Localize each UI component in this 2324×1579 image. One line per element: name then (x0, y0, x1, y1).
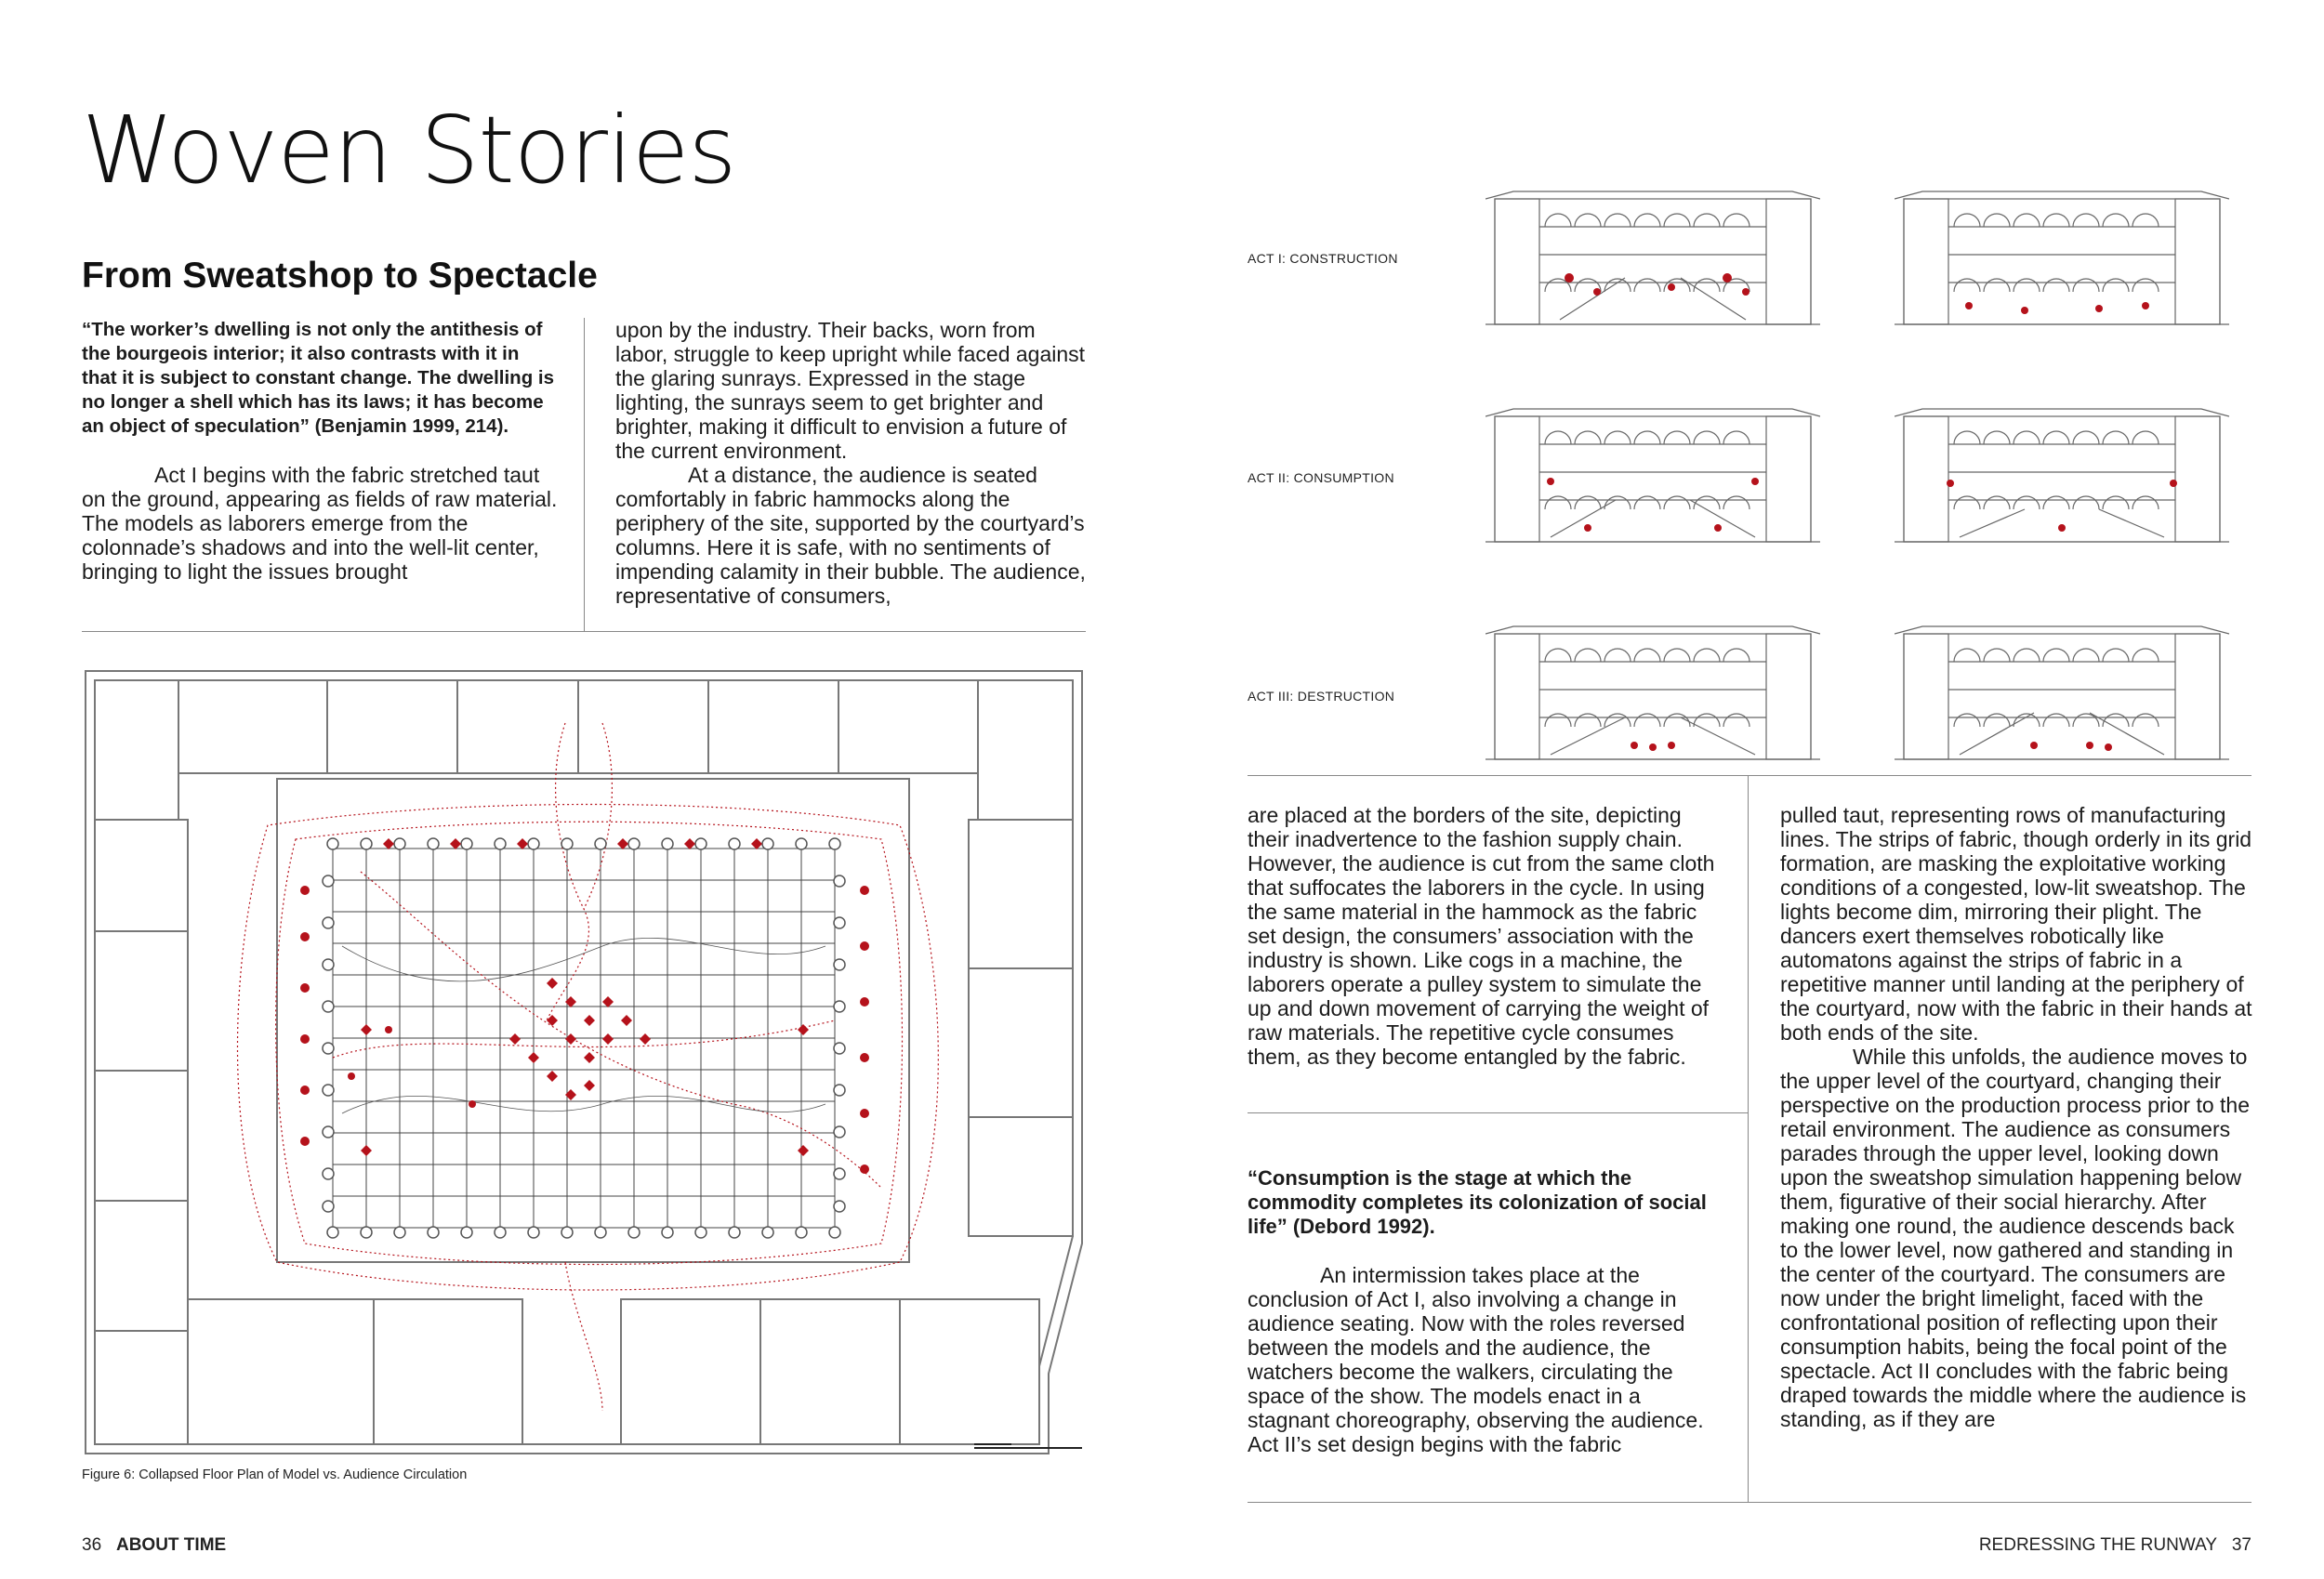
act-1-elevation-right (1895, 190, 2229, 338)
paragraph: At a distance, the audience is seated comfortably in fabric hammocks along the periphery of the site, supported by the courtyard’s columns. Here it is safe, with no sentiments of impending calamity in their bubble. The audience, representative of consumers, (615, 463, 1086, 608)
epigraph-benjamin: “The worker’s dwelling is not only the antithesis of the bourgeois interior; it also contrasts with it in that it is subject to constant change. The dwelling is no longer a shell which has its laws; it has become an object of speculation” (Benjamin 1999, 214). (82, 319, 555, 437)
left-column-1 (82, 318, 558, 584)
act-3-elevation-left (1486, 625, 1820, 773)
running-head: ABOUT TIME (115, 1535, 227, 1555)
epigraph-debord: “Consumption is the stage at which the commodity completes its colonization of social life” (Debord 1992). (1248, 1166, 1707, 1238)
act-1-elevation-left (1486, 190, 1820, 338)
page-number: 37 (2231, 1535, 2251, 1555)
act-2-label: ACT II: CONSUMPTION (1248, 470, 1394, 485)
act-2-elevation-right (1895, 407, 2229, 556)
page-number: 36 (82, 1535, 102, 1555)
right-footer (1979, 1535, 2251, 1556)
paragraph: Act I begins with the fabric stretched taut on the ground, appearing as fields of raw material. The models as laborers emerge from the colonnade’s shadows and into the well-lit center, bringing to light the issues brought (82, 463, 558, 584)
act-3-elevation-right (1895, 625, 2229, 773)
section-rule (1248, 775, 2251, 776)
right-column-1 (1248, 803, 1723, 1069)
figure-caption: Figure 6: Collapsed Floor Plan of Model vs. Audience Circulation (82, 1467, 468, 1482)
act-3-label: ACT III: DESTRUCTION (1248, 689, 1395, 704)
section-rule (1248, 1502, 2251, 1503)
paragraph: An intermission takes place at the conclusion of Act I, also involving a change in audience seating. Now with the roles reversed between the models and the audience, the watchers become the walkers, circulating the space of the show. The models enact in a stagnant choreography, observing the audience. Act II’s set design begins with the fabric (1248, 1263, 1704, 1456)
section-rule (82, 631, 1086, 632)
running-head: REDRESSING THE RUNWAY (1978, 1535, 2218, 1555)
paragraph: pulled taut, representing rows of manufacturing lines. The strips of fabric, though orderly in its grid formation, are masking the exploitative working conditions of a congested, low-lit sweatshop. The lights become dim, mirroring their plight. The dancers exert themselves robotically like automatons against the strips of fabric in a repetitive manner until landing at the periphery of the courtyard, now with the fabric in their hands at both ends of the site. (1780, 803, 2252, 1045)
section-rule (1248, 1112, 1748, 1113)
paragraph: are placed at the borders of the site, depicting their inadvertence to the fashion supply chain. However, the audience is cut from the same cloth that suffocates the laborers in the cycle. In using the same material in the hammock as the fabric set design, the consumers’ association with the industry is shown. Like cogs in a machine, the laborers operate a pulley system to simulate the up and down movement of carrying the weight of raw materials. The repetitive cycle consumes them, as they become entangled by the fabric. (1248, 803, 1715, 1069)
act-1-label: ACT I: CONSTRUCTION (1248, 251, 1398, 266)
page-title: Woven Stories (82, 96, 736, 204)
paragraph: upon by the industry. Their backs, worn from labor, struggle to keep upright while faced against the glaring sunrays. Expressed in the stage lighting, the sunrays seem to get brighter and brighter, making it difficult to envision a future of the current environment. (615, 318, 1086, 463)
left-footer (82, 1535, 226, 1556)
right-column-2 (1780, 803, 2256, 1431)
paragraph: While this unfolds, the audience moves to the upper level of the courtyard, changing their perspective on the production process prior to the retail environment. The audience as consumers parades through the upper level, looking down upon the sweatshop simulation happening below them, figurative of their social hierarchy. After making one round, the audience descends back to the lower level, now gathered and standing in the center of the courtyard. The consumers are now under the bright limelight, faced with the confrontational position of reflecting upon their consumption habits, being the focal point of the spectacle. Act II concludes with the fabric being draped towards the middle where the audience is standing, as if they are (1780, 1045, 2251, 1431)
page-subtitle: From Sweatshop to Spectacle (82, 256, 598, 296)
column-divider (1748, 775, 1749, 1502)
right-column-1-lower (1248, 1166, 1723, 1456)
column-divider (584, 318, 585, 632)
left-column-2 (615, 318, 1091, 608)
floor-plan-figure (82, 667, 1086, 1457)
act-2-elevation-left (1486, 407, 1820, 556)
